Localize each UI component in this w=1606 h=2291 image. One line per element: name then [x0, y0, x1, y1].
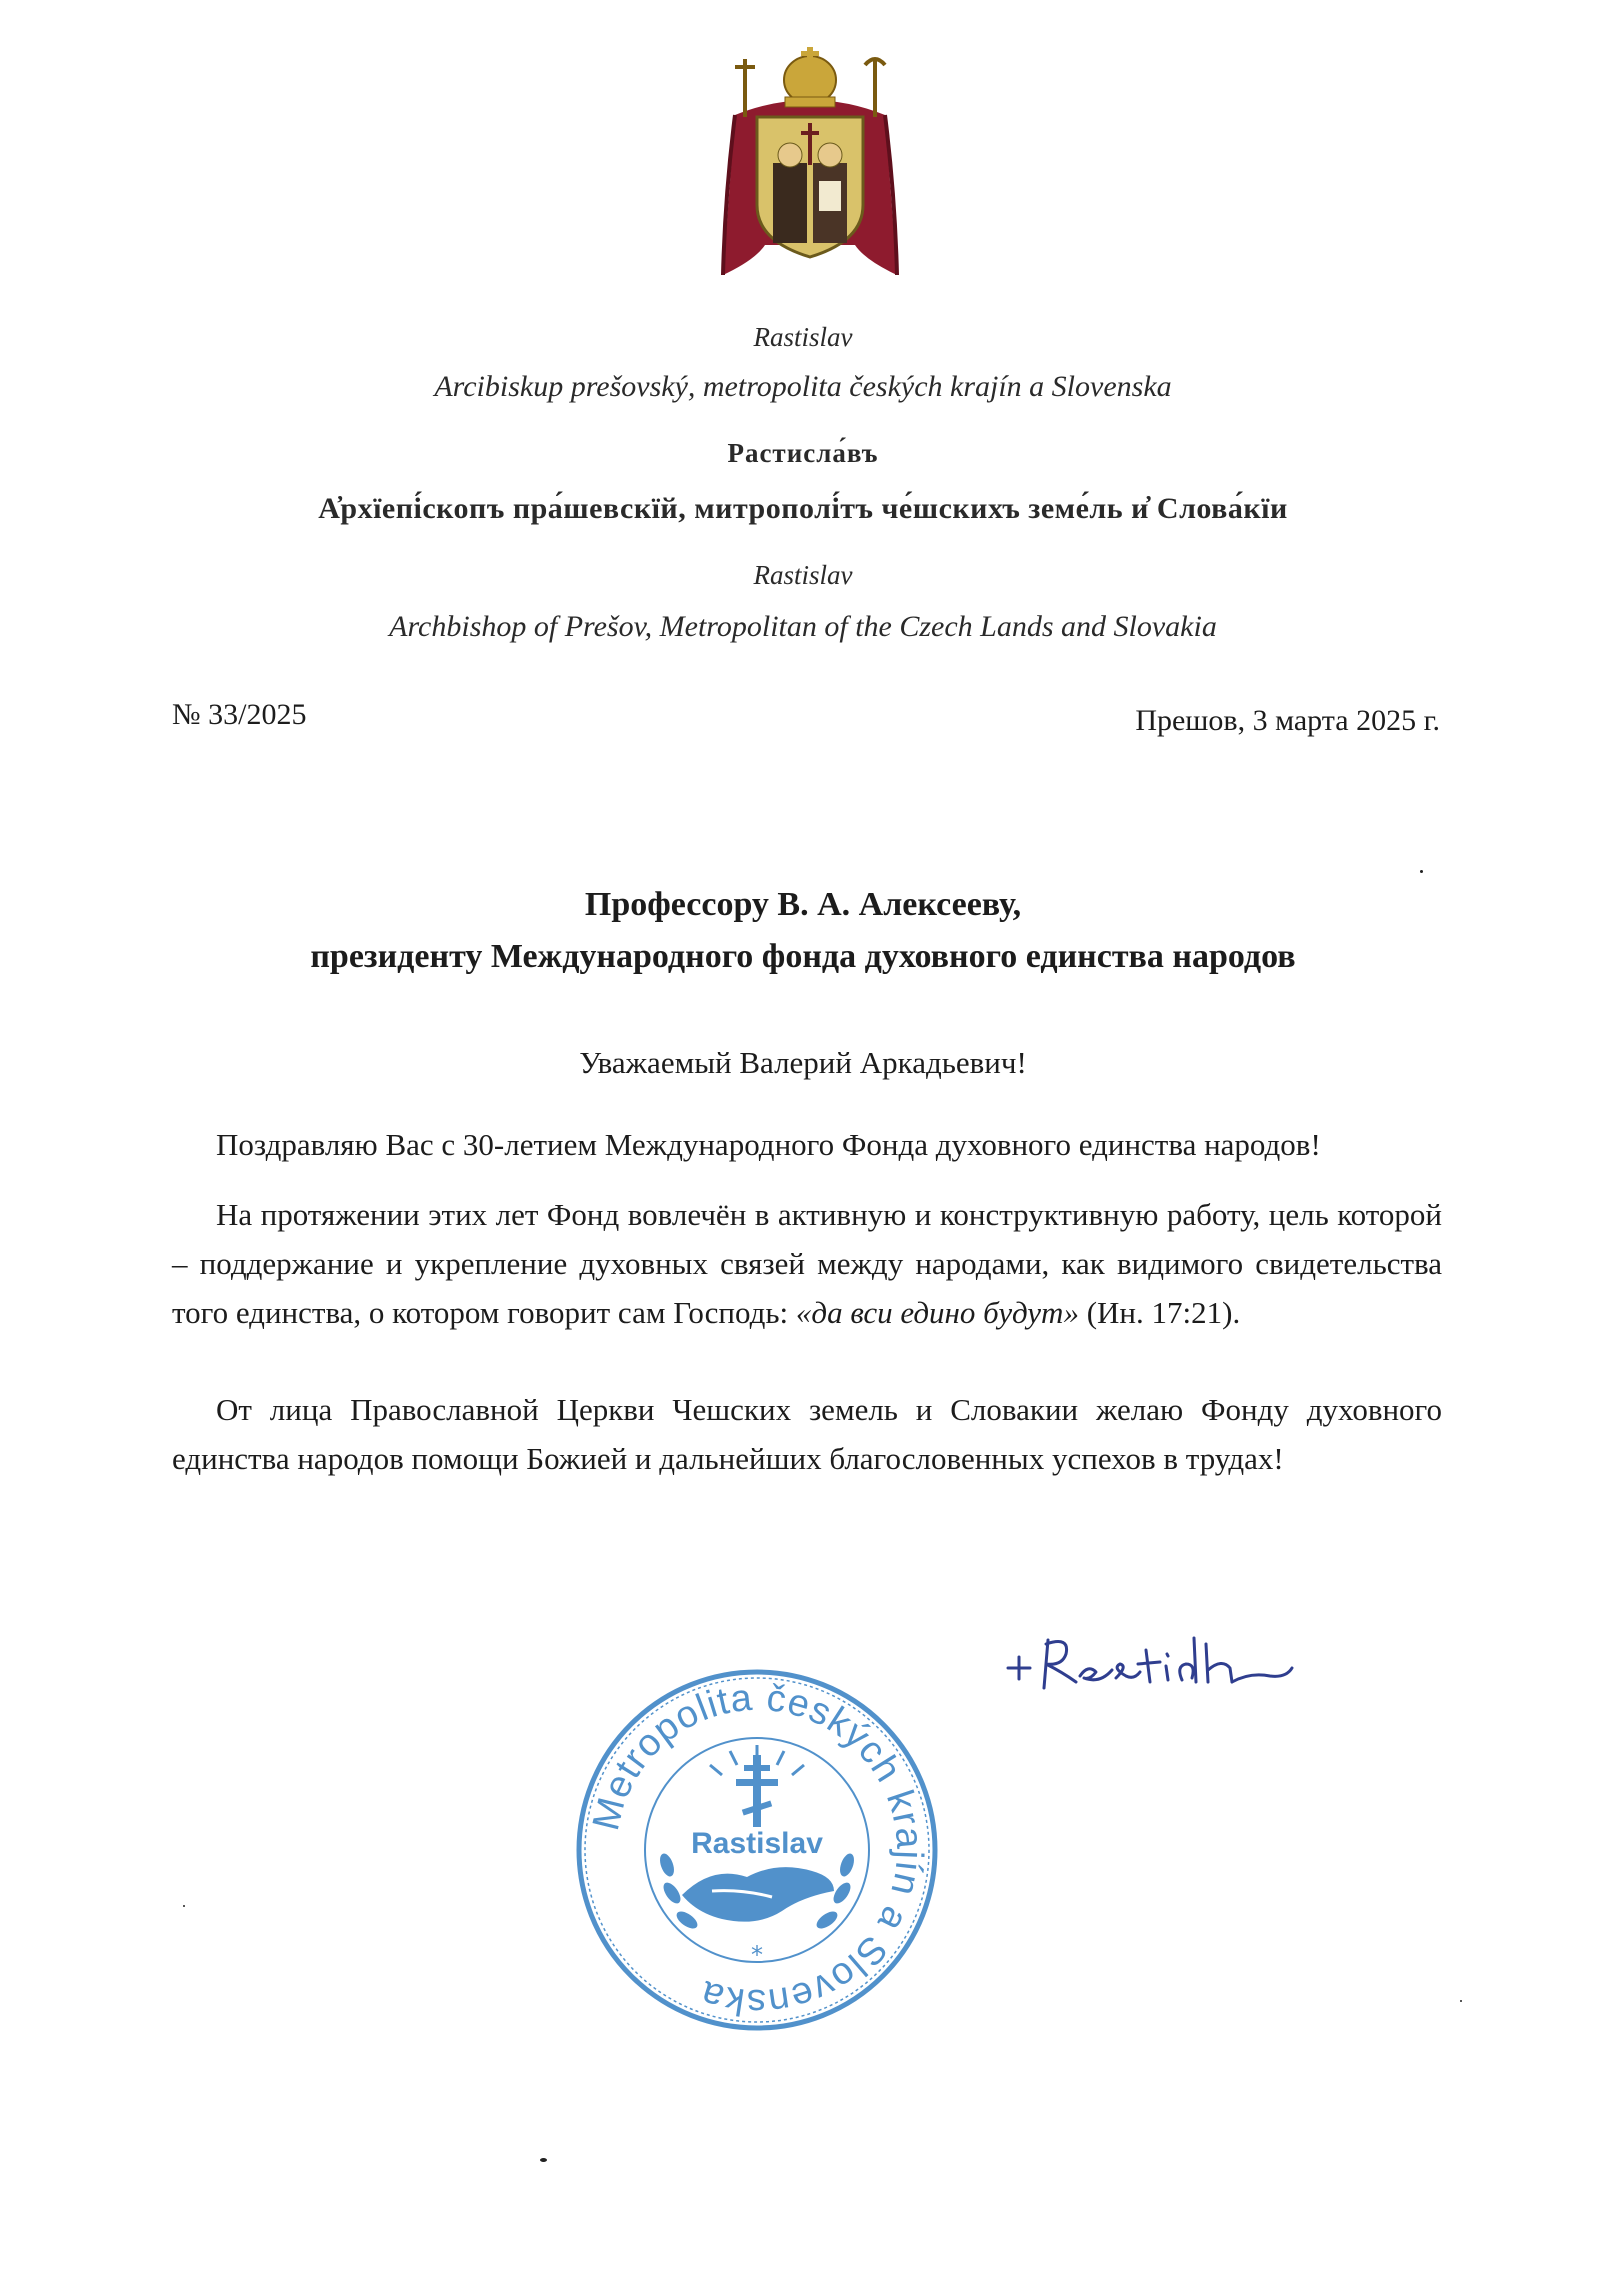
scan-speck: [183, 1905, 185, 1907]
paragraph-3: От лица Православной Церкви Чешских земель и Словакии желаю Фонду духовного единства народов помощи Божией и дальнейших благословенных успехов в трудах!: [172, 1392, 1442, 1476]
handwritten-signature: [1000, 1610, 1320, 1700]
paragraph-1: Поздравляю Вас с 30-летием Международного Фонда духовного единства народов!: [216, 1127, 1321, 1162]
addressee-line-1: Профессору В. А. Алексееву,: [584, 886, 1022, 923]
scan-speck: [540, 2158, 547, 2162]
scan-speck: [1420, 870, 1423, 873]
header-title-church-slavonic: А҆рхїепі́скопъ пра́шевскїй, митрополі́тъ че́шскихъ земе́ль и҆ Слова́кїи: [318, 492, 1288, 525]
paragraph-2: [172, 1190, 1442, 1337]
svg-text:*: *: [751, 1941, 763, 1969]
seal-center-text: Rastislav: [691, 1827, 823, 1860]
coat-of-arms: [715, 45, 905, 285]
header-title-en: Archbishop of Prešov, Metropolitan of the Czech Lands and Slovakia: [389, 610, 1217, 643]
place-date: Прешов, 3 марта 2025 г.: [1135, 704, 1440, 737]
seal-ring-text: Metropolita českých krajín a Slovenska: [585, 1676, 931, 2024]
document-number: № 33/2025: [172, 698, 307, 731]
scripture-quote: «да вси едино будут»: [795, 1295, 1079, 1330]
header-name-sk: Rastislav: [753, 322, 853, 352]
scripture-reference: (Ин. 17:21).: [1078, 1295, 1241, 1330]
scan-speck: [1460, 2000, 1462, 2002]
official-seal: [572, 1665, 942, 2035]
header-name-en: Rastislav: [753, 560, 853, 590]
salutation: Уважаемый Валерий Аркадьевич!: [579, 1045, 1027, 1080]
header-name-church-slavonic: Растисла́въ: [727, 438, 879, 468]
header-title-sk: Arcibiskup prešovský, metropolita českých krajín a Slovenska: [434, 370, 1172, 403]
paragraph-2-text: На протяжении этих лет Фонд вовлечён в активную и конструктивную работу, цель которой – поддержание и укрепление духовных связей между народами, как видимого свидетельства того единства, о котором говорит сам Господь:: [172, 1197, 1442, 1330]
addressee-line-2: президенту Международного фонда духовного единства народов: [310, 938, 1296, 975]
